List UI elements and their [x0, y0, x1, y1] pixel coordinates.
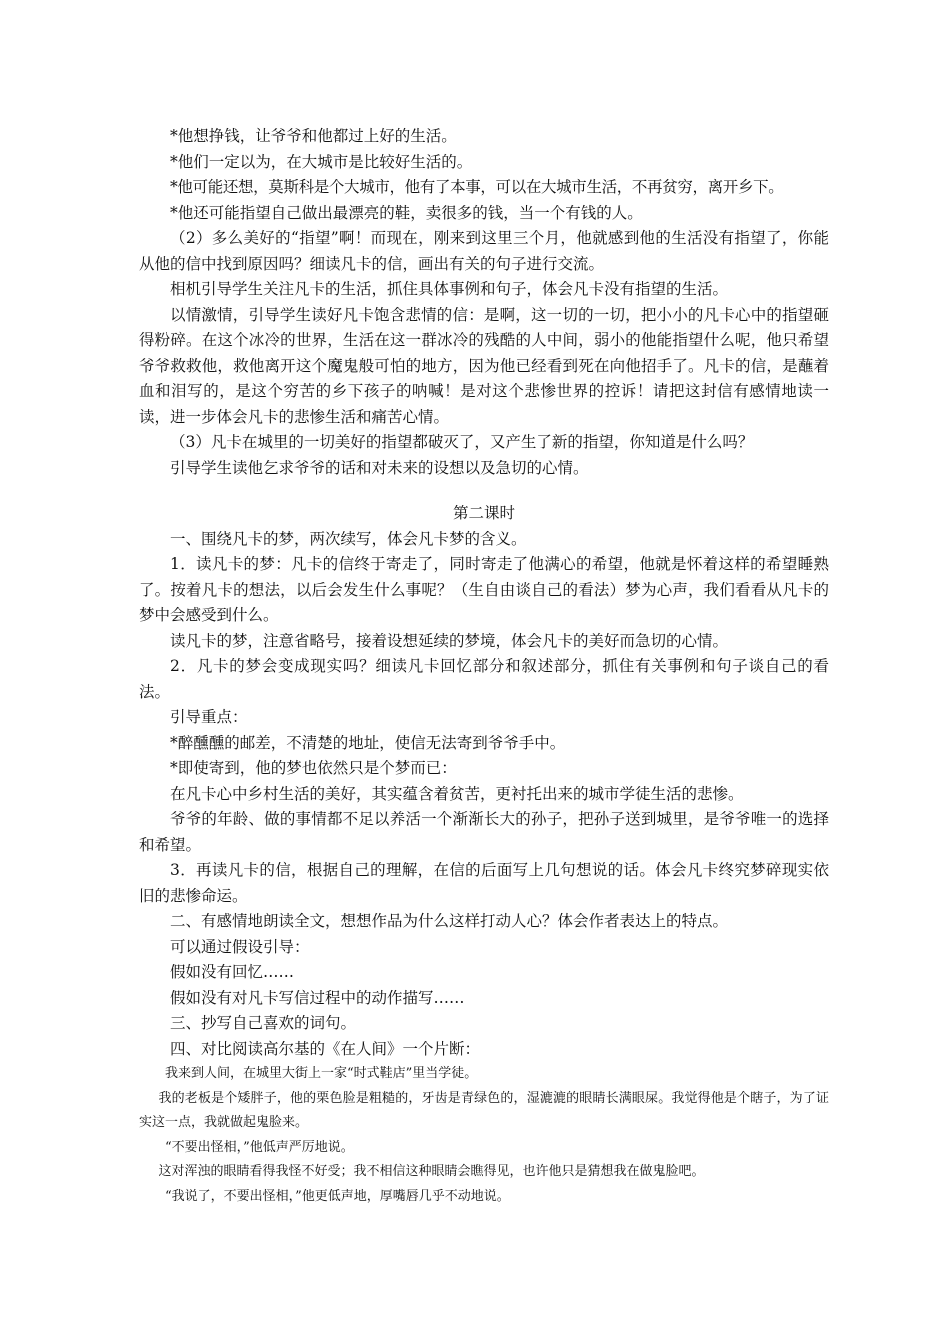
body-paragraph: 在凡卡心中乡村生活的美好，其实蕴含着贫苦，更衬托出来的城市学徒生活的悲惨。 [170, 784, 744, 803]
bullet-paragraph: *他想挣钱，让爷爷和他都过上好的生活。 [170, 127, 457, 145]
section-heading: 一、围绕凡卡的梦，两次续写，体会凡卡梦的含义。 [170, 529, 527, 548]
bullet-paragraph: *他们一定以为，在大城市是比较好生活的。 [170, 152, 473, 171]
body-paragraph: 3．再读凡卡的信，根据自己的理解，在信的后面写上几句想说的话。体会凡卡终究梦碎现实依旧的悲惨命运。 [139, 861, 829, 905]
question-paragraph: （2）多么美好的“指望”啊！而现在，刚来到这里三个月，他就感到他的生活没有指望了，你能从他的信中找到原因吗？细读凡卡的信，画出有关的句子进行交流。 [139, 229, 829, 273]
body-paragraph: 引导重点： [170, 708, 248, 726]
section-heading: 四、对比阅读高尔基的《在人间》一个片断： [170, 1039, 481, 1058]
excerpt-paragraph: 这对浑浊的眼睛看得我怪不好受；我不相信这种眼睛会瞧得见，也许他只是猜想我在做鬼脸吧。 [158, 1164, 705, 1179]
section-heading: 三、抄写自己喜欢的词句。 [170, 1014, 357, 1032]
body-paragraph: 1．读凡卡的梦：凡卡的信终于寄走了，同时寄走了他满心的希望，他就是怀着这样的希望睡熟了。按着凡卡的想法，以后会发生什么事呢？（生自由谈自己的看法）梦为心声，我们看看从凡卡的梦中会感受到什么。 [139, 555, 829, 624]
body-paragraph: 假如没有回忆…… [170, 963, 295, 981]
body-paragraph: 可以通过假设引导： [170, 937, 310, 956]
bullet-paragraph: *醉醺醺的邮差，不清楚的地址，使信无法寄到爷爷手中。 [170, 733, 566, 752]
body-paragraph: 读凡卡的梦，注意省略号，接着设想延续的梦境，体会凡卡的美好而急切的心情。 [170, 631, 729, 650]
section-heading: 二、有感情地朗读全文，想想作品为什么这样打动人心？体会作者表达上的特点。 [170, 912, 729, 930]
body-paragraph: 引导学生读他乞求爷爷的话和对未来的设想以及急切的心情。 [170, 458, 589, 477]
excerpt-paragraph: “不要出怪相，”他低声严厉地说。 [165, 1139, 354, 1155]
excerpt-paragraph: 我的老板是个矮胖子，他的栗色脸是粗糙的，牙齿是青绿色的，湿漉漉的眼睛长满眼屎。我觉得他是个瞎子，为了证实这一点，我就做起鬼脸来。 [139, 1090, 829, 1130]
question-paragraph: （3）凡卡在城里的一切美好的指望都破灭了，又产生了新的指望，你知道是什么吗？ [170, 433, 754, 451]
document-body [139, 124, 829, 1209]
excerpt-paragraph: 我来到人间，在城里大街上一家“时式鞋店”里当学徒。 [165, 1066, 478, 1081]
body-paragraph: 以情激情，引导学生读好凡卡饱含悲情的信：是啊，这一切的一切，把小小的凡卡心中的指望砸得粉碎。在这个冰冷的世界，生活在这一群冰冷的残酷的人中间，弱小的他能指望什么呢，他只希望爷爷救救他，救他离开这个魔鬼般可怕的地方，因为他已经看到死在向他招手了。凡卡的信，是蘸着血和泪写的，是这个穷苦的乡下孩子的呐喊！是对这个悲惨世界的控诉！请把这封信有感情地读一读，进一步体会凡卡的悲惨生活和痛苦心情。 [139, 305, 829, 426]
body-paragraph: 相机引导学生关注凡卡的生活，抓住具体事例和句子，体会凡卡没有指望的生活。 [170, 280, 729, 298]
body-paragraph: 假如没有对凡卡写信过程中的动作描写…… [170, 988, 465, 1007]
bullet-paragraph: *他还可能指望自己做出最漂亮的鞋，卖很多的钱，当一个有钱的人。 [170, 203, 643, 222]
excerpt-paragraph: “我说了，不要出怪相，”他更低声地，厚嘴唇几乎不动地说。 [165, 1188, 510, 1204]
body-paragraph: 2．凡卡的梦会变成现实吗？细读凡卡回忆部分和叙述部分，抓住有关事例和句子谈自己的看法。 [139, 657, 829, 701]
body-paragraph: 爷爷的年龄、做的事情都不足以养活一个渐渐长大的孙子，把孙子送到城里，是爷爷唯一的选择和希望。 [139, 810, 829, 854]
bullet-paragraph: *他可能还想，莫斯科是个大城市，他有了本事，可以在大城市生活，不再贫穷，离开乡下。 [170, 178, 784, 196]
bullet-paragraph: *即使寄到，他的梦也依然只是个梦而已： [170, 759, 457, 777]
section-gap [139, 481, 829, 501]
section-title: 第二课时 [452, 504, 515, 522]
